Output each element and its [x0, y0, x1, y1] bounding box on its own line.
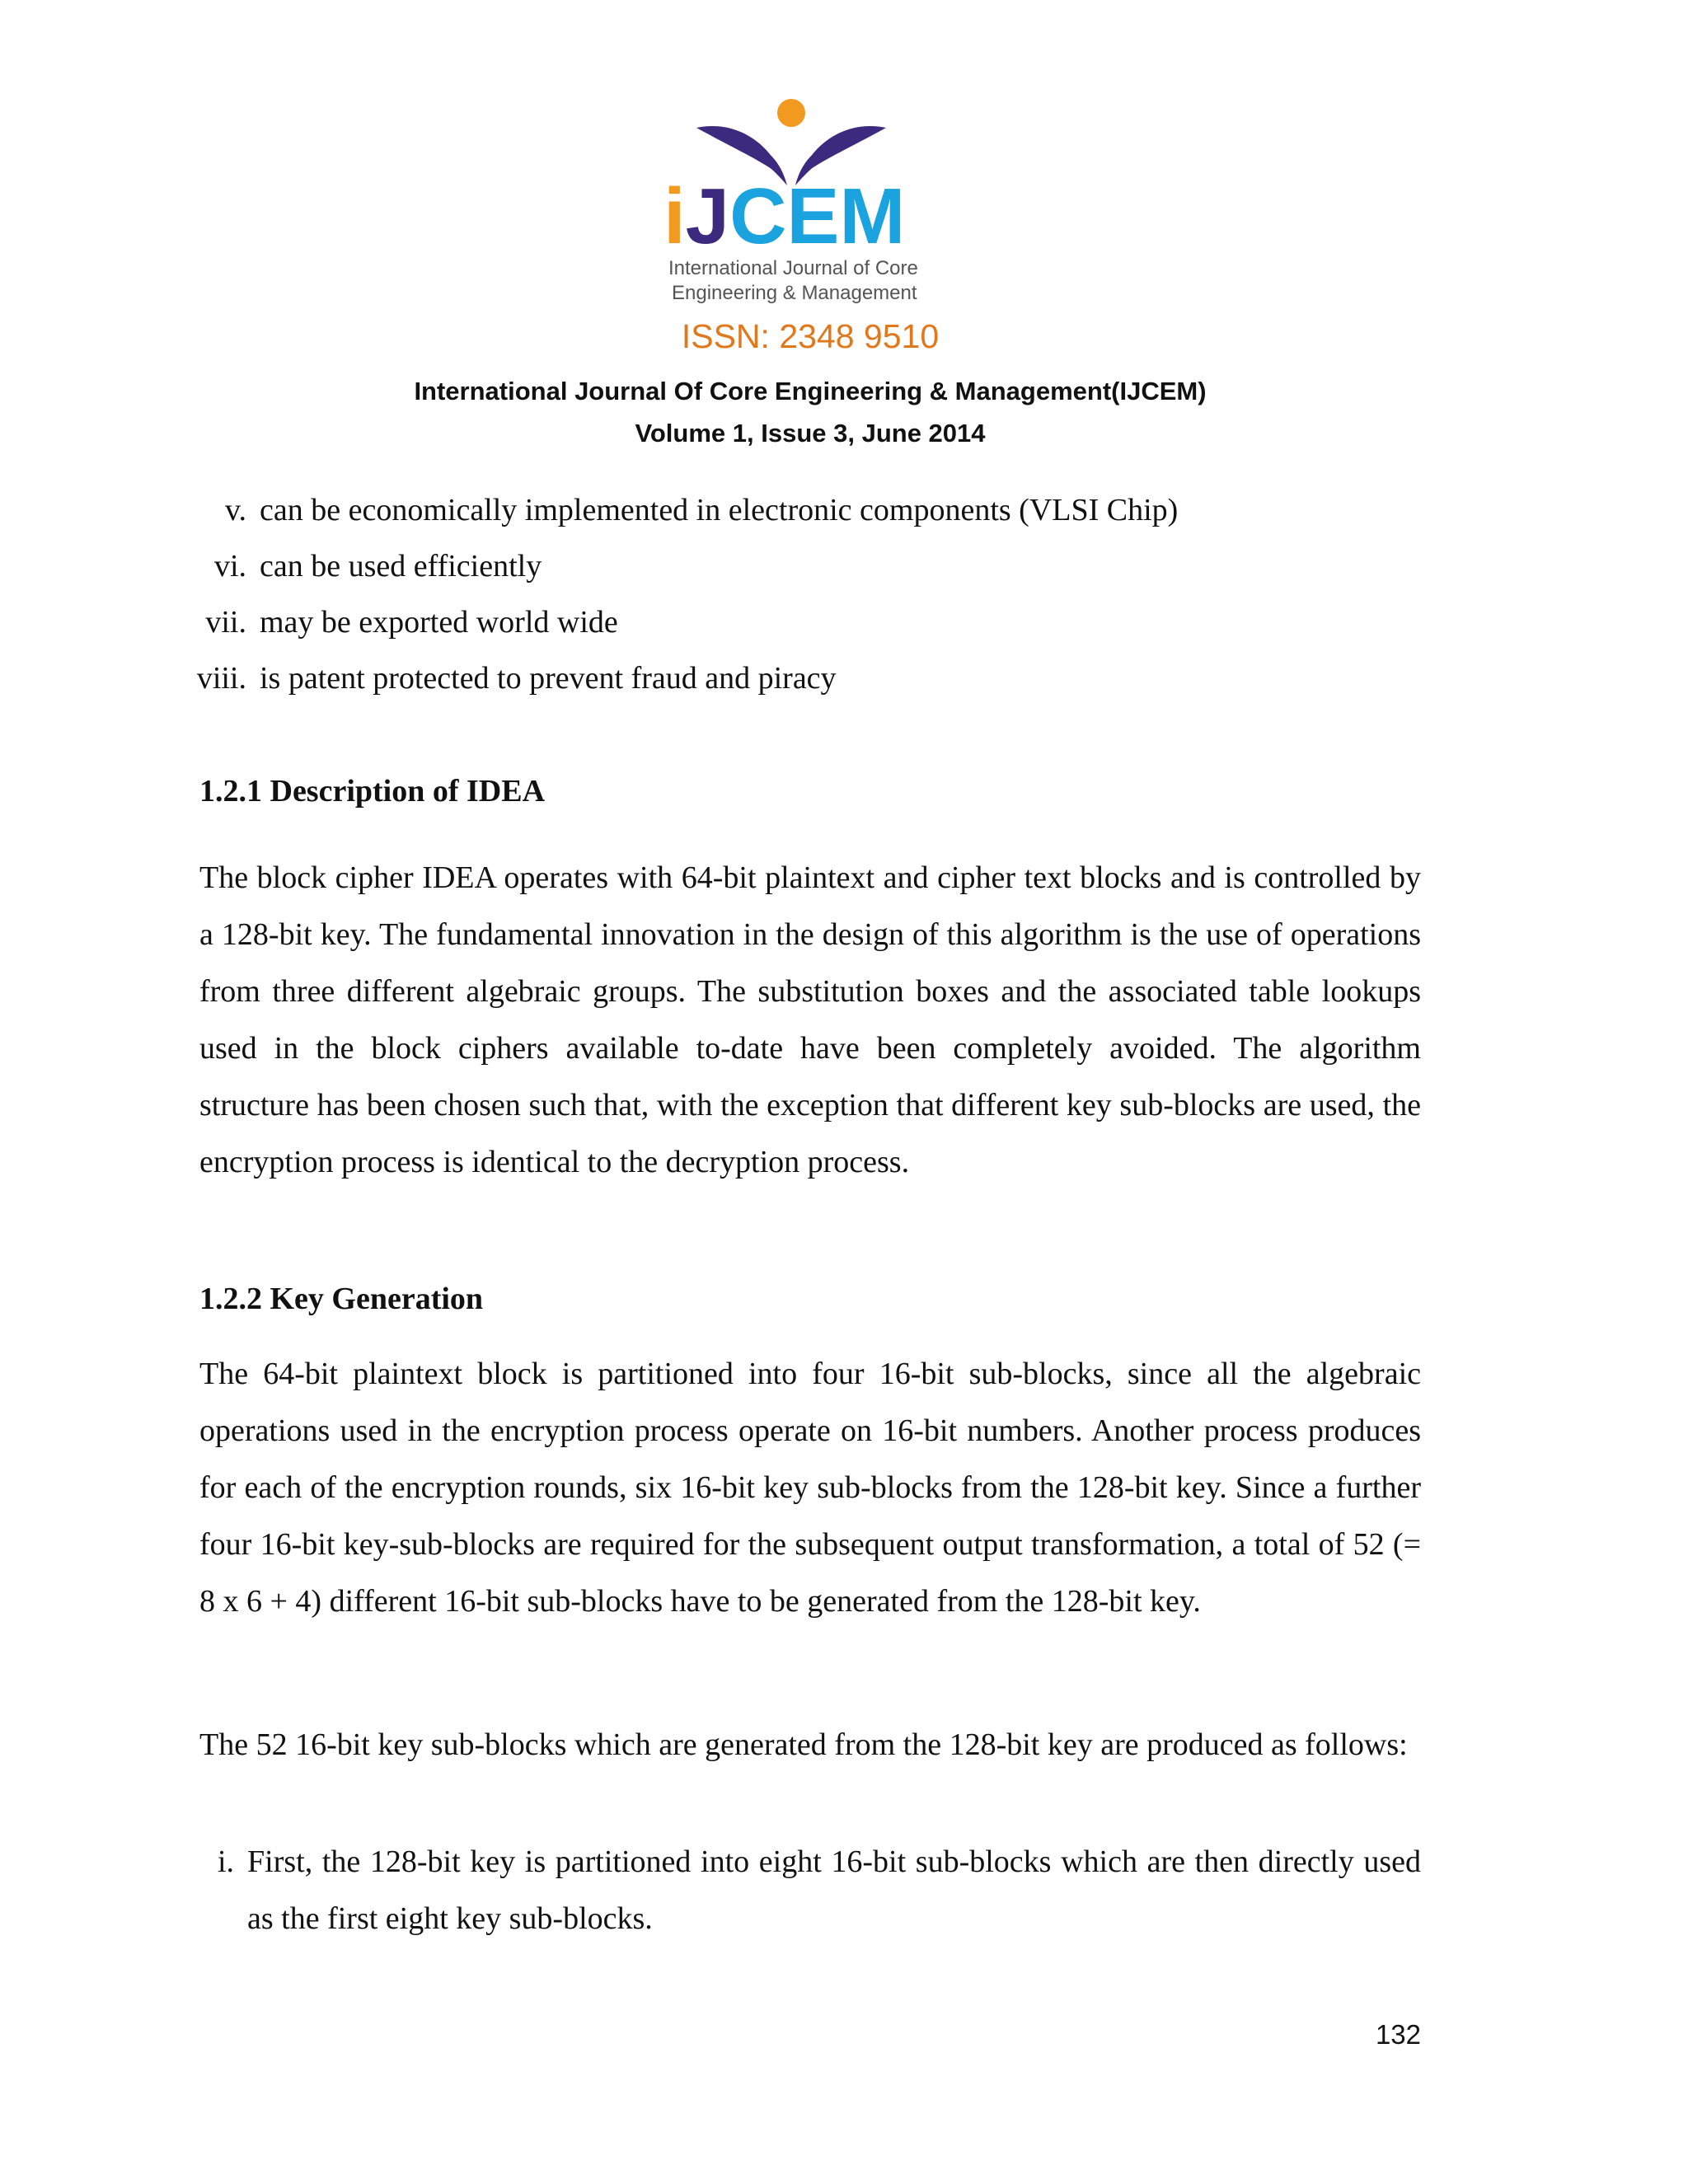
paragraph-key-generation: The 64-bit plaintext block is partitioned into four 16-bit sub-blocks, since all the algebraic operations used in the encryption process operate on 16-bit numbers. Another process produces for each of the encryption rounds, six 16-bit key sub-blocks from the 128-bit key. Since a further four 16-bit key-sub-blocks are required for the subsequent output transformation, a total of 52 (= 8 x 6 + 4) different 16-bit sub-blocks have to be generated from the 128-bit key.	[199, 1357, 1421, 1619]
logo-left-wing	[696, 126, 783, 177]
list-item-number: viii.	[196, 661, 246, 696]
paragraph-key-subblocks: The 52 16-bit key sub-blocks which are generated from the 128-bit key are produced as follows:	[199, 1727, 1408, 1762]
logo-subtitle-line2: Engineering & Management	[672, 282, 917, 304]
list-item-number: vi.	[213, 549, 246, 583]
journal-name: International Journal Of Core Engineering & Management(IJCEM)	[414, 377, 1207, 405]
list-item	[0, 659, 1688, 697]
list-item-number: v.	[224, 493, 246, 527]
journal-logo	[663, 95, 944, 309]
list-item-text: can be economically implemented in electronic components (VLSI Chip)	[260, 493, 1179, 527]
list-item	[0, 547, 1688, 585]
list-item-text: is patent protected to prevent fraud and piracy	[260, 661, 837, 696]
section-heading-key-generation: 1.2.2 Key Generation	[199, 1282, 484, 1316]
issn: ISSN: 2348 9510	[681, 317, 940, 355]
volume-issue: Volume 1, Issue 3, June 2014	[635, 419, 986, 448]
section-heading-description: 1.2.1 Description of IDEA	[199, 774, 546, 808]
list-item-text: First, the 128-bit key is partitioned into eight 16-bit sub-blocks which are then directly used as the first eight key sub-blocks.	[247, 1844, 1421, 1936]
page-number: 132	[1375, 2019, 1421, 2050]
list-item	[0, 491, 1688, 529]
paragraph-description: The block cipher IDEA operates with 64-bit plaintext and cipher text blocks and is controlled by a 128-bit key. The fundamental innovation in the design of this algorithm is the use of operations from three different algebraic groups. The substitution boxes and the associated table lookups used in the block ciphers available to-date have been completely avoided. The algorithm structure has been chosen such that, with the exception that different key sub-blocks are used, the encryption process is identical to the decryption process.	[199, 860, 1421, 1179]
list-item-number: i.	[218, 1844, 235, 1879]
logo-wordmark: iJCEM	[663, 172, 906, 260]
list-item	[199, 1834, 1421, 1947]
logo-orange-dot	[777, 99, 805, 127]
list-item-number: vii.	[205, 605, 246, 640]
list-item-text: can be used efficiently	[260, 549, 542, 583]
list-item	[0, 603, 1688, 641]
logo-subtitle-line1: International Journal of Core	[668, 257, 918, 279]
logo-right-wing	[799, 126, 886, 177]
list-item-text: may be exported world wide	[260, 605, 618, 640]
